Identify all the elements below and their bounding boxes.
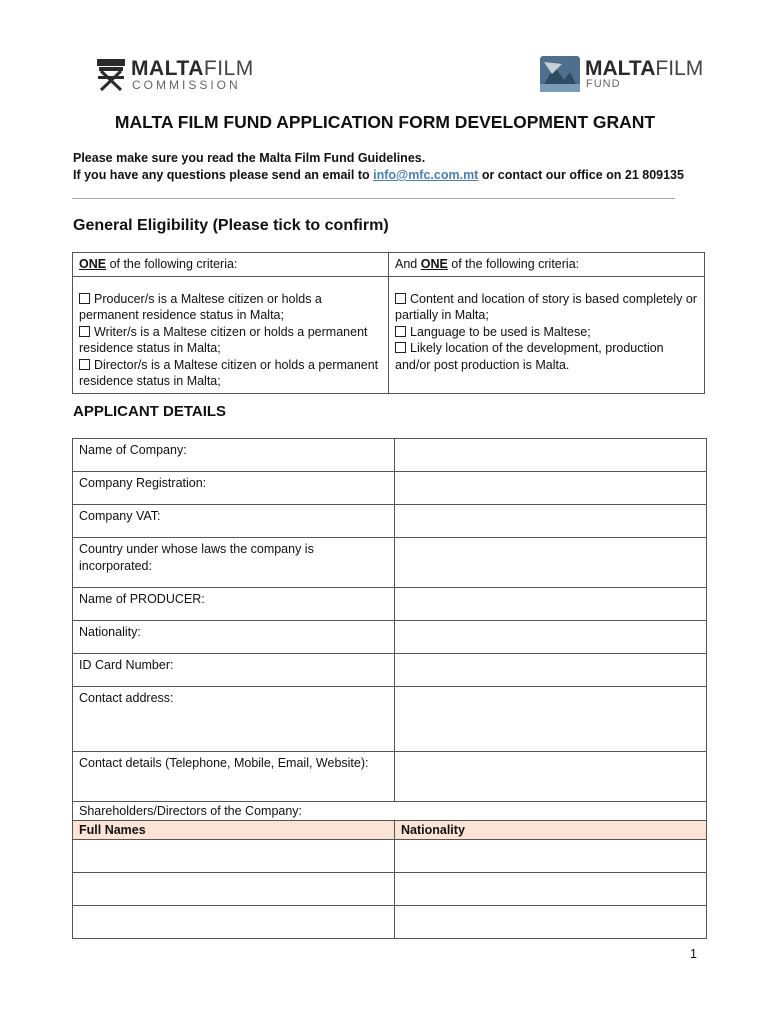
page-title: MALTA FILM FUND APPLICATION FORM DEVELOPMENT GRANT [114, 112, 656, 132]
field-input[interactable] [395, 538, 707, 588]
criteria-language: Language to be used is Maltese; [395, 324, 698, 341]
field-input[interactable] [395, 687, 707, 752]
field-input[interactable] [395, 654, 707, 687]
fund-wordmark: MALTAFILM [585, 57, 704, 80]
field-label: Country under whose laws the company is incorporated: [73, 538, 395, 588]
checkbox[interactable] [395, 293, 406, 304]
intro-line-2: If you have any questions please send an email to info@mfc.com.mt or contact our office on 21 809135 [73, 168, 684, 182]
intro-line-1: Please make sure you read the Malta Film Fund Guidelines. [73, 151, 426, 165]
field-input[interactable] [395, 621, 707, 654]
criteria-producer: Producer/s is a Maltese citizen or holds a permanent residence status in Malta; [79, 291, 322, 322]
eligibility-col1-items [73, 276, 389, 393]
field-input[interactable] [395, 505, 707, 538]
eligibility-table [72, 252, 705, 394]
fund-subtitle: FUND [586, 78, 621, 90]
field-label: Contact details (Telephone, Mobile, Email, Website): [73, 752, 395, 802]
checkbox[interactable] [79, 293, 90, 304]
mfc-subtitle: COMMISSION [132, 78, 241, 92]
field-label: Name of Company: [73, 439, 395, 472]
field-label: Company Registration: [73, 472, 395, 505]
col-full-names: Full Names [73, 820, 395, 840]
checkbox[interactable] [395, 326, 406, 337]
shareholder-nationality-input[interactable] [395, 906, 707, 939]
criteria-director: Director/s is a Maltese citizen or holds a permanent residence status in Malta; [79, 357, 379, 388]
shareholders-label: Shareholders/Directors of the Company: [73, 802, 707, 821]
field-input[interactable] [395, 752, 707, 802]
eligibility-col1-header: ONE of the following criteria: [73, 253, 389, 277]
malta-film-commission-logo [95, 55, 254, 95]
checkbox[interactable] [395, 342, 406, 353]
field-input[interactable] [395, 472, 707, 505]
shareholder-name-input[interactable] [73, 906, 395, 939]
malta-film-fund-logo [540, 56, 704, 94]
field-input[interactable] [395, 588, 707, 621]
mfc-wordmark: MALTAFILM [131, 57, 254, 80]
checkbox[interactable] [79, 326, 90, 337]
eligibility-col2-header: And ONE of the following criteria: [389, 253, 705, 277]
field-label: Name of PRODUCER: [73, 588, 395, 621]
shareholder-name-input[interactable] [73, 840, 395, 873]
shareholder-nationality-input[interactable] [395, 873, 707, 906]
applicant-heading: APPLICANT DETAILS [73, 403, 227, 420]
page-number: 1 [690, 947, 697, 961]
criteria-content: Content and location of story is based completely or partially in Malta; [395, 291, 697, 322]
col-nationality: Nationality [395, 820, 707, 840]
field-label: Nationality: [73, 621, 395, 654]
divider [72, 198, 675, 199]
film-fund-mark-icon [540, 56, 580, 92]
field-input[interactable] [395, 439, 707, 472]
field-label: ID Card Number: [73, 654, 395, 687]
field-label: Company VAT: [73, 505, 395, 538]
criteria-location: Likely location of the development, production and/or post production is Malta. [395, 341, 664, 372]
email-link[interactable]: info@mfc.com.mt [373, 168, 479, 182]
criteria-writer: Writer/s is a Maltese citizen or holds a permanent residence status in Malta; [79, 324, 368, 355]
applicant-table [72, 438, 707, 939]
eligibility-col2-items [389, 276, 705, 393]
field-label: Contact address: [73, 687, 395, 752]
shareholder-name-input[interactable] [73, 873, 395, 906]
checkbox[interactable] [79, 359, 90, 370]
eligibility-heading: General Eligibility (Please tick to confirm) [73, 217, 389, 234]
directors-chair-icon [95, 57, 127, 91]
shareholder-nationality-input[interactable] [395, 840, 707, 873]
intro-text [73, 150, 684, 184]
